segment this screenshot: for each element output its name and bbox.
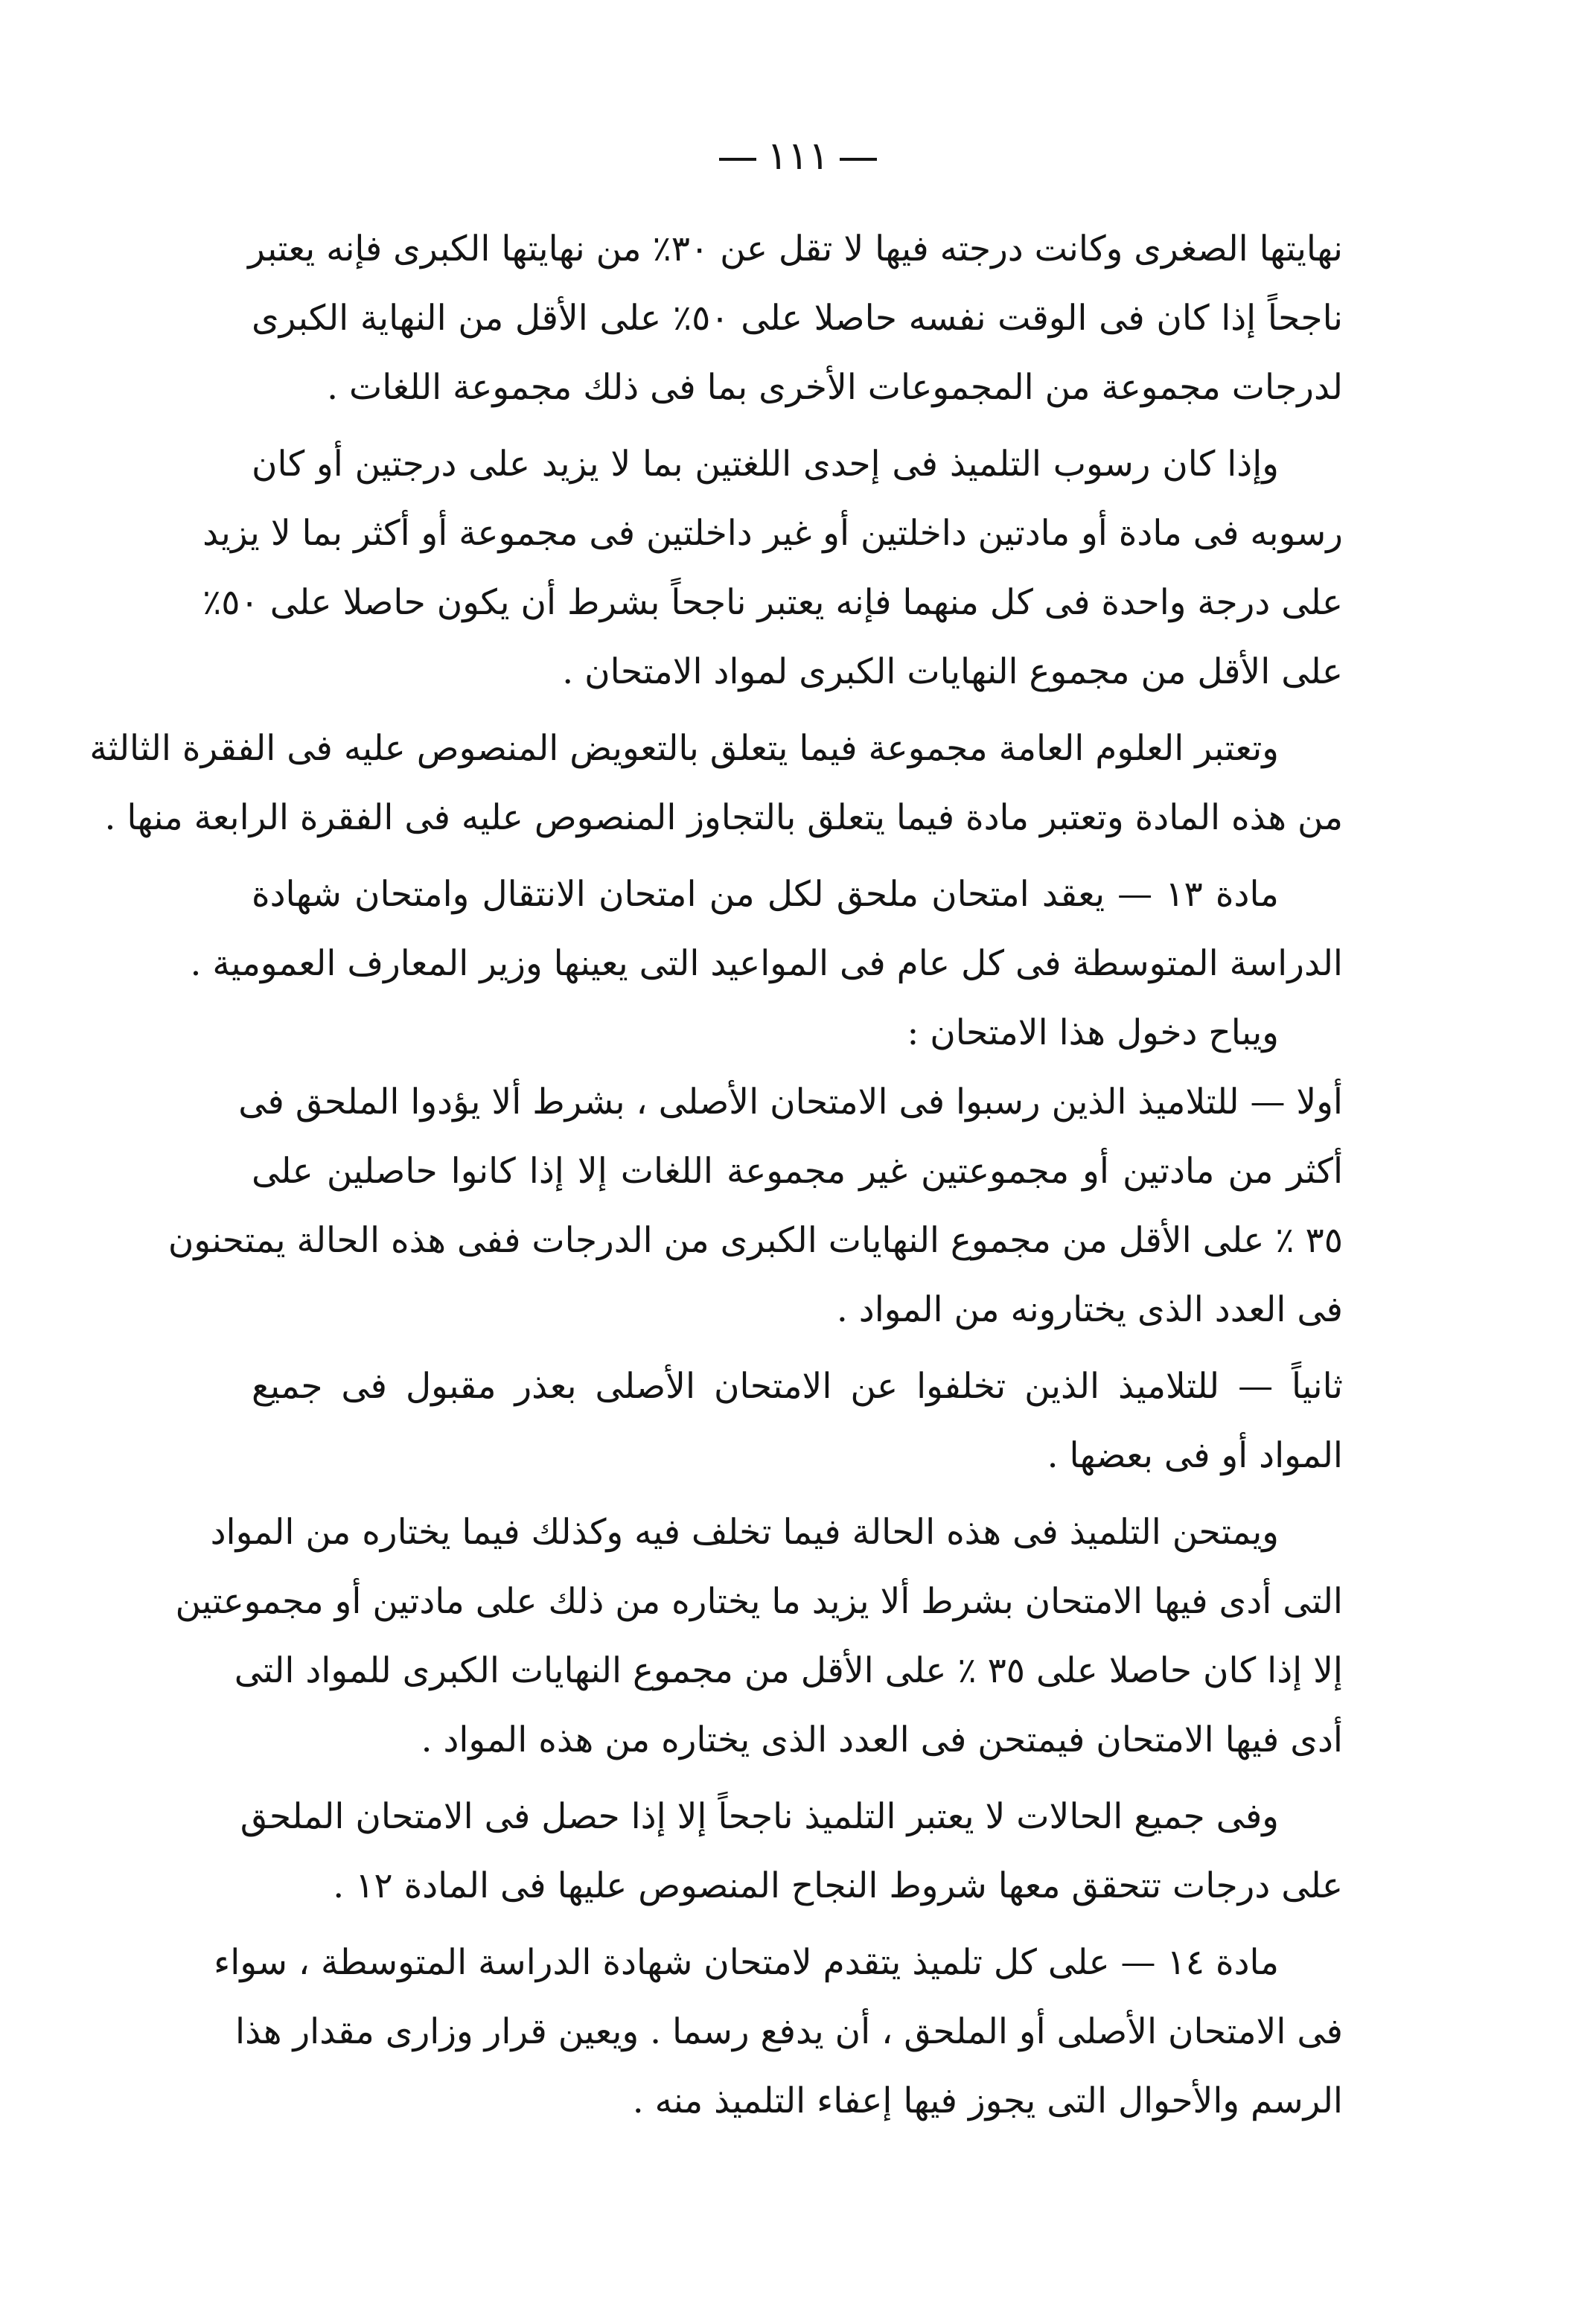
paragraph-gap (252, 706, 1343, 714)
text-line: لدرجات مجموعة من المجموعات الأخرى بما فى ذلك مجموعة اللغات . (327, 367, 1343, 408)
text-line: فى العدد الذى يختارونه من المواد . (836, 1289, 1343, 1330)
text-line: وإذا كان رسوب التلميذ فى إحدى اللغتين بما لا يزيد على درجتين أو كان (252, 444, 1279, 485)
text-line: نهايتها الصغرى وكانت درجته فيها لا تقل عن ٣٠٪ من نهايتها الكبرى فإنه يعتبر (248, 229, 1343, 269)
text-line: إلا إذا كان حاصلا على ٣٥ ٪ على الأقل من مجموع النهايات الكبرى للمواد التى (234, 1650, 1343, 1691)
text-line: على الأقل من مجموع النهايات الكبرى لمواد الامتحان . (562, 651, 1343, 692)
paragraph-gap (252, 1344, 1343, 1352)
page-number (0, 134, 1596, 179)
text-line: ويباح دخول هذا الامتحان : (907, 1012, 1279, 1053)
text-line: الدراسة المتوسطة فى كل عام فى المواعيد التى يعينها وزير المعارف العمومية . (190, 943, 1343, 984)
text-line: وتعتبر العلوم العامة مجموعة فيما يتعلق بالتعويض المنصوص عليه فى الفقرة الثالثة (89, 728, 1279, 769)
text-line: ٣٥ ٪ على الأقل من مجموع النهايات الكبرى من الدرجات ففى هذه الحالة يمتحنون (167, 1220, 1343, 1261)
paragraph-gap (252, 1775, 1343, 1782)
text-line: على درجات تتحقق معها شروط النجاح المنصوص عليها فى المادة ١٢ . (333, 1865, 1343, 1906)
paragraph-gap (252, 1920, 1343, 1928)
text-line: أكثر من مادتين أو مجموعتين غير مجموعة اللغات إلا إذا كانوا حاصلين على (252, 1151, 1343, 1192)
text-line: ويمتحن التلميذ فى هذه الحالة فيما تخلف فيه وكذلك فيما يختاره من المواد (210, 1512, 1279, 1553)
page-number-value: ١١١ (767, 134, 829, 179)
text-line: الرسم والأحوال التى يجوز فيها إعفاء التلميذ منه . (632, 2081, 1343, 2121)
text-line: التى أدى فيها الامتحان بشرط ألا يزيد ما يختاره من ذلك على مادتين أو مجموعتين (175, 1581, 1343, 1622)
text-line: أولا — للتلاميذ الذين رسبوا فى الامتحان الأصلى ، بشرط ألا يؤدوا الملحق فى (238, 1082, 1343, 1123)
paragraph-gap (252, 422, 1343, 429)
text-line: أدى فيها الامتحان فيمتحن فى العدد الذى يختاره من هذه المواد . (421, 1719, 1343, 1760)
text-line: وفى جميع الحالات لا يعتبر التلميذ ناجحاً إلا إذا حصل فى الامتحان الملحق (240, 1796, 1279, 1837)
text-line: ناجحاً إذا كان فى الوقت نفسه حاصلا على ٥٠٪ على الأقل من النهاية الكبرى (252, 298, 1343, 339)
text-line: رسوبه فى مادة أو مادتين داخلتين أو غير داخلتين فى مجموعة أو أكثر بما لا يزيد (202, 513, 1343, 554)
text-line: ثانياً — للتلاميذ الذين تخلفوا عن الامتحان الأصلى بعذر مقبول فى جميع (252, 1366, 1343, 1407)
text-line: فى الامتحان الأصلى أو الملحق ، أن يدفع رسما . ويعين قرار وزارى مقدار هذا (235, 2011, 1343, 2052)
text-line: مادة ١٣ — يعقد امتحان ملحق لكل من امتحان الانتقال وامتحان شهادة (252, 874, 1279, 915)
page-number-dash-right (840, 158, 877, 161)
text-line: على درجة واحدة فى كل منهما فإنه يعتبر ناجحاً بشرط أن يكون حاصلا على ٥٠٪ (202, 582, 1343, 623)
page-number-dash-left (719, 158, 756, 161)
text-line: مادة ١٤ — على كل تلميذ يتقدم لامتحان شهادة الدراسة المتوسطة ، سواء (214, 1942, 1279, 1983)
paragraph-gap (252, 1490, 1343, 1498)
paragraph-gap (252, 852, 1343, 860)
text-line: من هذه المادة وتعتبر مادة فيما يتعلق بالتجاوز المنصوص عليه فى الفقرة الرابعة منها . (104, 797, 1343, 838)
body-text (89, 214, 1343, 2136)
text-line: المواد أو فى بعضها . (1047, 1435, 1343, 1476)
